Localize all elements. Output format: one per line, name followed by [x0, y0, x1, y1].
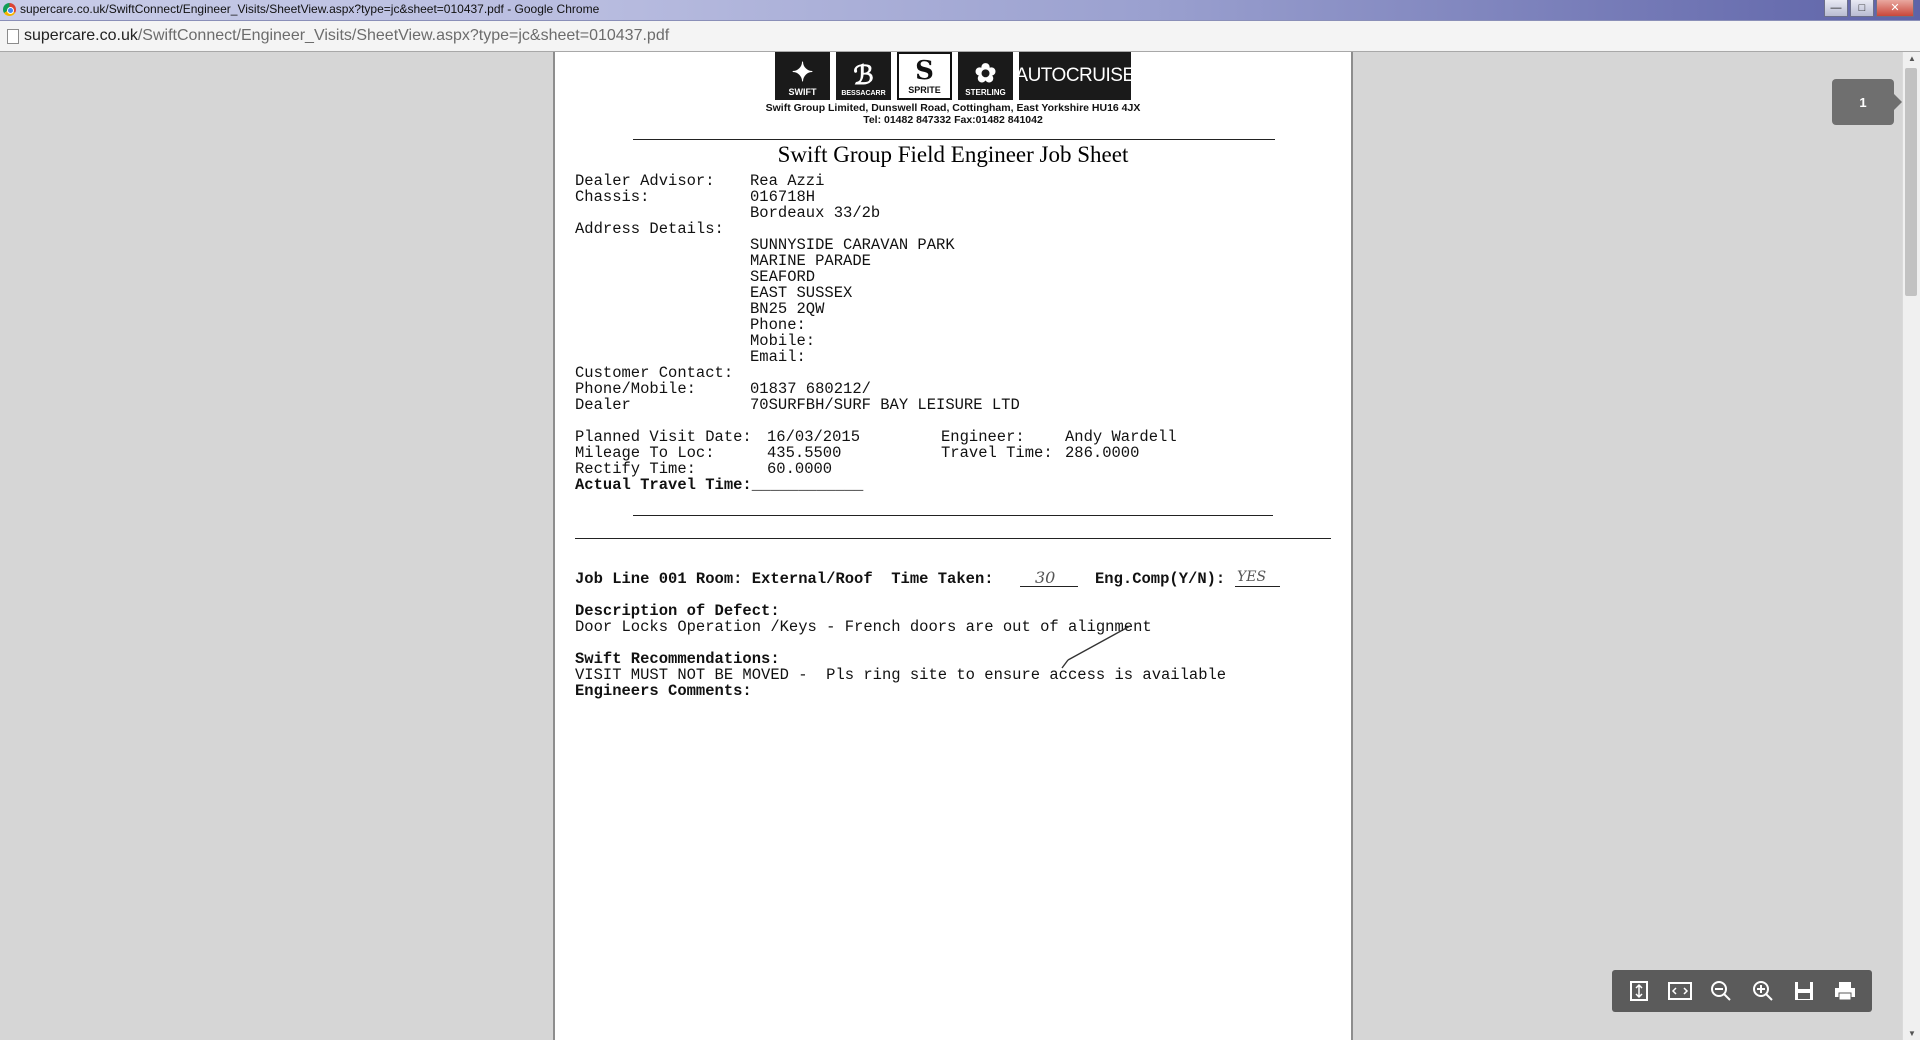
address-label: Address Details: [575, 220, 724, 238]
logo-label: SPRITE [908, 85, 941, 95]
recommend-value: VISIT MUST NOT BE MOVED - Pls ring site to ensure access is available [575, 666, 1227, 684]
logo-label: STERLING [965, 88, 1006, 97]
maximize-icon[interactable]: □ [1850, 0, 1874, 17]
page-number-badge [1832, 79, 1894, 125]
sprite-logo: S SPRITE [897, 52, 952, 100]
print-icon[interactable] [1827, 973, 1863, 1009]
planned-visit-value: 16/03/2015 [767, 428, 861, 446]
actual-travel-label: Actual Travel Time:____________ [575, 476, 864, 494]
sheet-title: Swift Group Field Engineer Job Sheet [777, 142, 1129, 167]
engineer-value: Andy Wardell [1065, 428, 1177, 446]
address-line: BN25 2QW [750, 300, 825, 318]
page-icon [7, 29, 19, 44]
address-line: SUNNYSIDE CARAVAN PARK [750, 236, 955, 254]
model-value: Bordeaux 33/2b [750, 204, 881, 222]
scroll-thumb[interactable] [1905, 68, 1917, 296]
chrome-icon [3, 3, 16, 16]
minimize-icon[interactable]: — [1824, 0, 1848, 17]
address-bar[interactable] [0, 21, 1920, 52]
chassis-label: Chassis: [575, 188, 650, 206]
time-taken-handwritten: 30 [1035, 568, 1056, 587]
url-host: supercare.co.uk [24, 27, 138, 44]
zoom-in-icon[interactable] [1745, 973, 1781, 1009]
save-icon[interactable] [1786, 973, 1822, 1009]
job-line-text: Job Line 001 Room: External/Roof Time Taken: [575, 570, 994, 588]
recommend-label: Swift Recommendations: [575, 650, 780, 668]
close-icon[interactable]: ✕ [1876, 0, 1914, 17]
brand-logos [775, 52, 1135, 100]
comments-label: Engineers Comments: [575, 682, 752, 700]
eng-comp-label: Eng.Comp(Y/N): [1095, 570, 1226, 588]
company-address: Swift Group Limited, Dunswell Road, Cottingham, East Yorkshire HU16 4JX [765, 102, 1141, 114]
page-number: 1 [1859, 94, 1867, 110]
divider [633, 139, 1275, 140]
vertical-scrollbar[interactable] [1902, 52, 1920, 1040]
pdf-page [553, 52, 1353, 1040]
zoom-out-icon[interactable] [1703, 973, 1739, 1009]
travel-time-label: Travel Time: [941, 444, 1053, 462]
eng-comp-underline [1235, 586, 1280, 587]
bessacarr-logo: ℬ BESSACARR [836, 52, 891, 100]
divider [633, 515, 1273, 516]
window-controls [1824, 0, 1914, 17]
pdf-toolbar [1612, 970, 1872, 1012]
url-text[interactable] [24, 27, 669, 45]
defect-value: Door Locks Operation /Keys - French doors are out of alignment [575, 618, 1152, 636]
fit-page-icon[interactable] [1621, 973, 1657, 1009]
mileage-value: 435.5500 [767, 444, 842, 462]
planned-visit-label: Planned Visit Date: [575, 428, 752, 446]
customer-contact-label: Customer Contact: [575, 364, 734, 382]
travel-time-value: 286.0000 [1065, 444, 1140, 462]
divider [575, 538, 1331, 539]
autocruise-logo [1015, 52, 1135, 100]
mobile-label: Mobile: [750, 332, 816, 350]
handwritten-tick-mark [1060, 622, 1140, 672]
phone-mobile-label: Phone/Mobile: [575, 380, 696, 398]
chassis-value: 016718H [750, 188, 816, 206]
dealer-advisor-label: Dealer Advisor: [575, 172, 715, 190]
fit-width-icon[interactable] [1662, 973, 1698, 1009]
mileage-label: Mileage To Loc: [575, 444, 715, 462]
scroll-down-icon[interactable]: ▼ [1908, 1029, 1916, 1038]
eng-comp-handwritten: YES [1237, 569, 1267, 585]
phone-label: Phone: [750, 316, 806, 334]
engineer-label: Engineer: [941, 428, 1025, 446]
phone-mobile-value: 01837 680212/ [750, 380, 871, 398]
logo-label: SWIFT [788, 87, 817, 97]
window-title: supercare.co.uk/SwiftConnect/Engineer_Visits/SheetView.aspx?type=jc&sheet=010437.pdf - Google Chrome [20, 2, 600, 16]
dealer-label: Dealer [575, 396, 631, 414]
swift-logo: ✦ SWIFT [775, 52, 830, 100]
rectify-label: Rectify Time: [575, 460, 696, 478]
logo-label: BESSACARR [841, 90, 886, 97]
company-phone: Tel: 01482 847332 Fax:01482 841042 [863, 114, 1043, 126]
rectify-value: 60.0000 [767, 460, 833, 478]
defect-label: Description of Defect: [575, 602, 780, 620]
window-titlebar [0, 0, 1920, 21]
dealer-value: 70SURFBH/SURF BAY LEISURE LTD [750, 396, 1020, 414]
email-label: Email: [750, 348, 806, 366]
dealer-advisor-value: Rea Azzi [750, 172, 825, 190]
sterling-logo: ✿ STERLING [958, 52, 1013, 100]
logo-label: AUTOCRUISE [1015, 65, 1135, 86]
address-line: MARINE PARADE [750, 252, 871, 270]
url-path: /SwiftConnect/Engineer_Visits/SheetView.aspx?type=jc&sheet=010437.pdf [137, 27, 670, 44]
pdf-viewer[interactable] [0, 52, 1920, 1040]
scroll-up-icon[interactable]: ▲ [1908, 54, 1916, 63]
address-line: EAST SUSSEX [750, 284, 853, 302]
address-line: SEAFORD [750, 268, 816, 286]
